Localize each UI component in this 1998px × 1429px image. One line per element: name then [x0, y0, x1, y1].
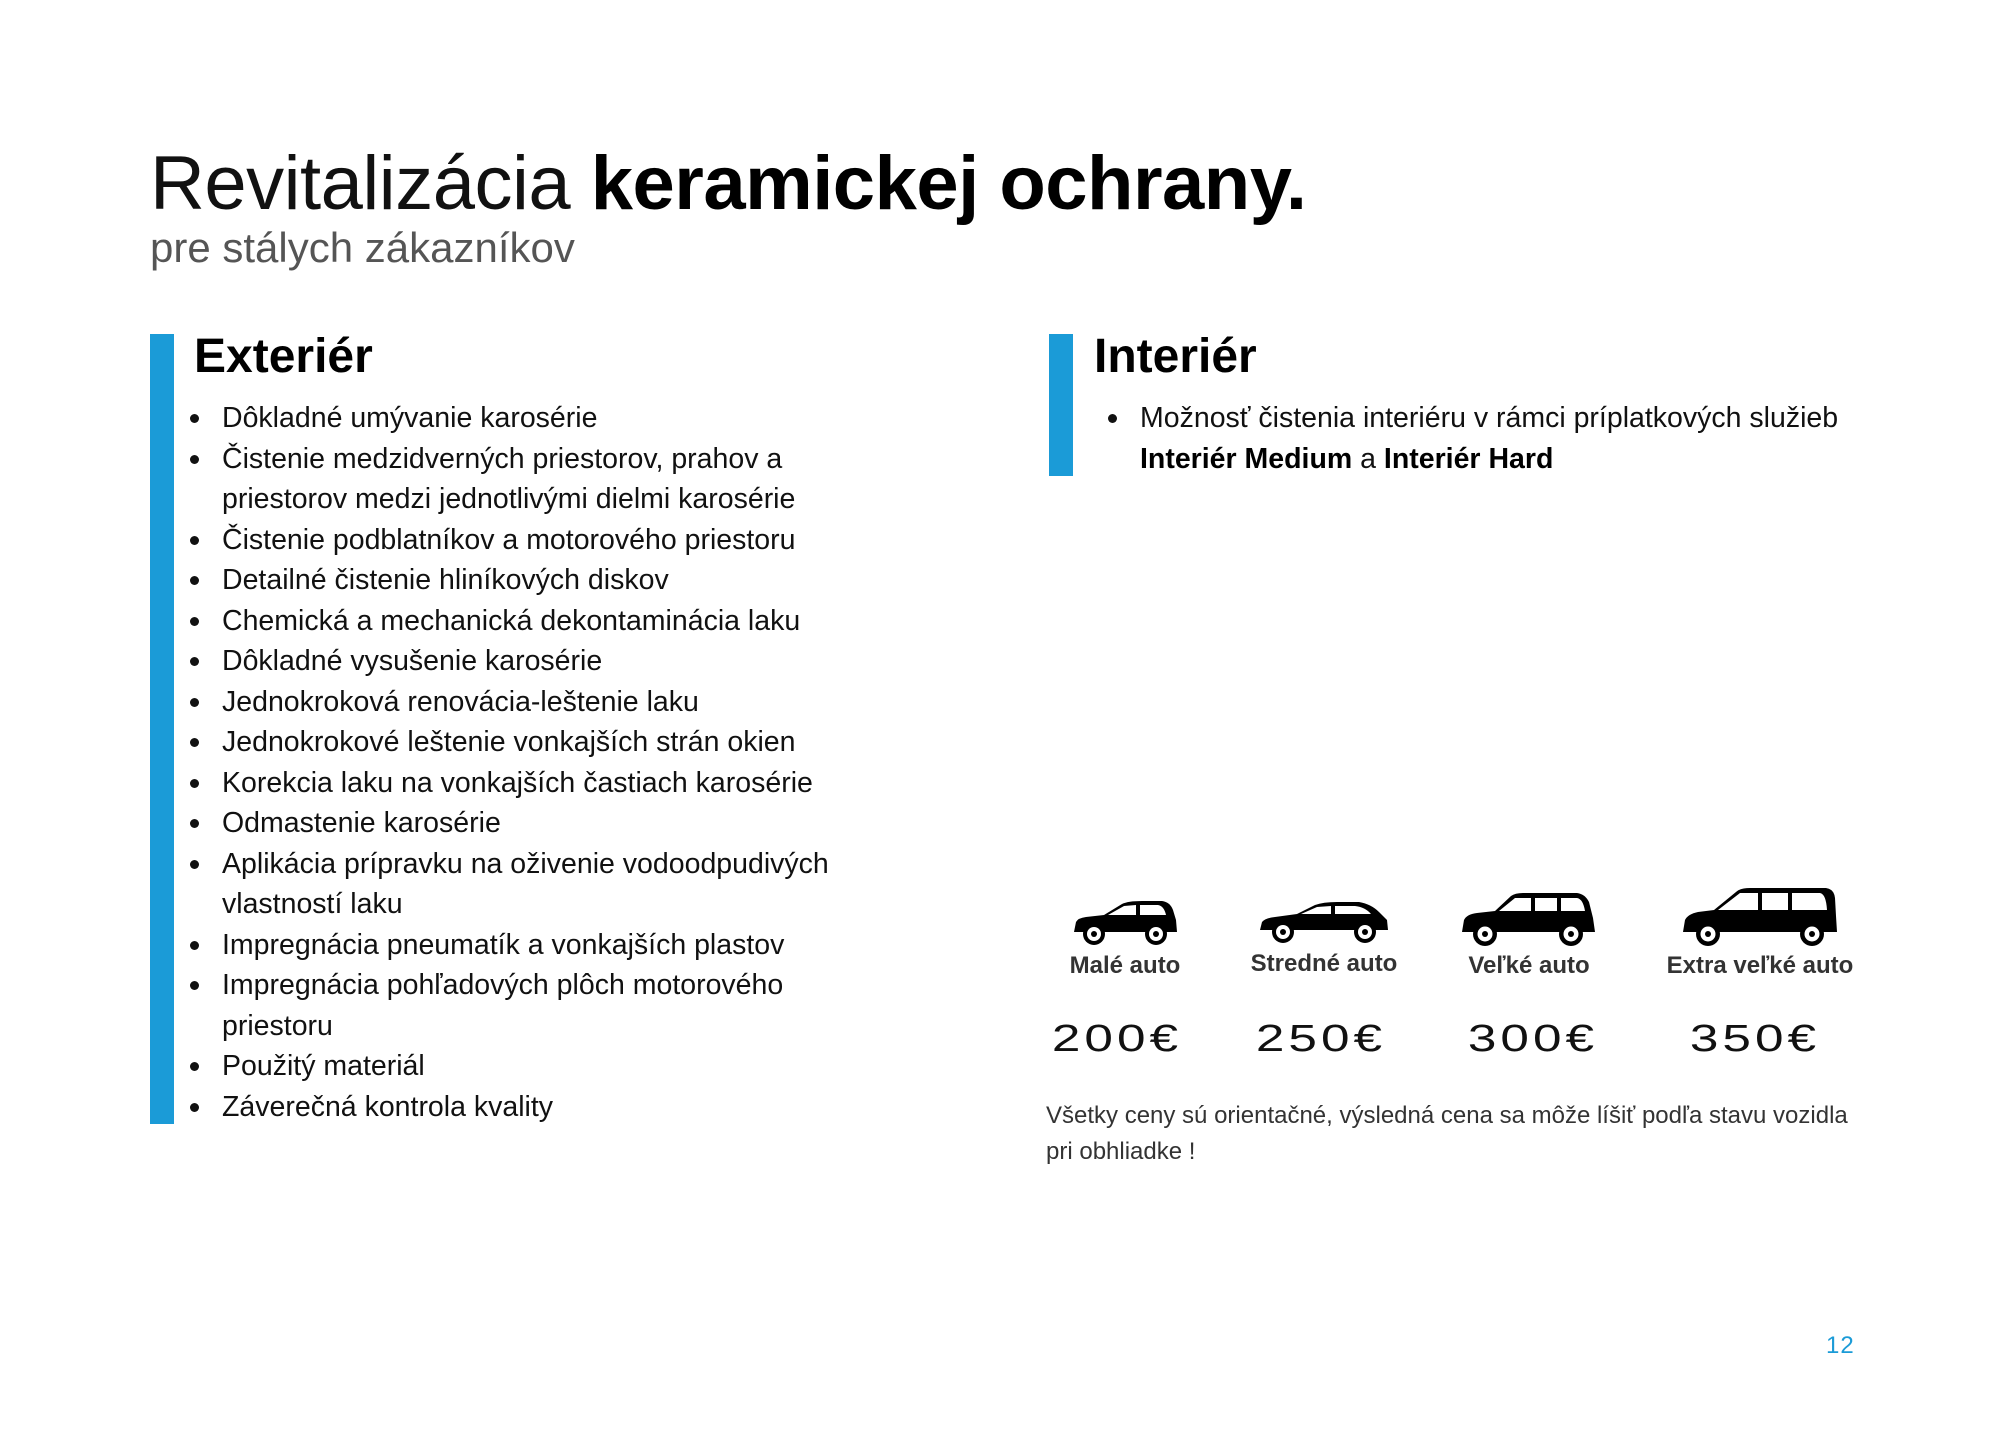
list-item: Použitý materiál — [222, 1046, 902, 1087]
page-title-light: Revitalizácia — [150, 141, 591, 226]
list-item: Impregnácia pneumatík a vonkajších plastov — [222, 925, 902, 966]
interier-medium-label: Interiér Medium — [1140, 442, 1353, 475]
interier-text-mid: a — [1352, 442, 1384, 475]
medium-car-label: Stredné auto — [1250, 950, 1398, 977]
interier-title: Interiér — [1094, 330, 1257, 383]
list-item: Dôkladné umývanie karosérie — [222, 398, 902, 439]
interier-list — [1140, 398, 1840, 479]
large-car-label: Veľké auto — [1468, 952, 1590, 979]
page-number: 12 — [1826, 1332, 1855, 1359]
medium-car-icon — [1257, 896, 1391, 946]
interier-text-before: Možnosť čistenia interiéru v rámci príplatkových služieb — [1140, 402, 1839, 434]
interier-hard-label: Interiér Hard — [1383, 442, 1554, 475]
list-item: Záverečná kontrola kvality — [222, 1087, 902, 1128]
interier-accent-bar — [1049, 334, 1073, 476]
list-item: Aplikácia prípravku na oživenie vodoodpudivých vlastností laku — [222, 844, 902, 925]
list-item: Impregnácia pohľadových plôch motorového priestoru — [222, 965, 902, 1046]
list-item: Korekcia laku na vonkajších častiach karosérie — [222, 763, 902, 804]
large-car-icon — [1459, 888, 1599, 948]
list-item: Chemická a mechanická dekontaminácia laku — [222, 601, 902, 642]
medium-car-price: 250€ — [1255, 1018, 1387, 1060]
list-item: Odmastenie karosérie — [222, 803, 902, 844]
list-item: Čistenie medzidverných priestorov, prahov a priestorov medzi jednotlivými dielmi karosérie — [222, 439, 902, 520]
list-item — [1140, 398, 1840, 479]
large-car-card — [1444, 888, 1614, 980]
small-car-price: 200€ — [1051, 1018, 1183, 1060]
pricing-note: Všetky ceny sú orientačné, výsledná cena sa môže líšiť podľa stavu vozidla pri obhliadke ! — [1046, 1102, 1848, 1165]
van-card — [1650, 884, 1870, 980]
small-car-label: Malé auto — [1069, 952, 1181, 979]
list-item: Jednokrokové leštenie vonkajších strán okien — [222, 722, 902, 763]
small-car-card — [1040, 896, 1210, 980]
page-subtitle: pre stálych zákazníkov — [150, 224, 575, 271]
van-price: 350€ — [1689, 1018, 1821, 1060]
list-item: Detailné čistenie hliníkových diskov — [222, 560, 902, 601]
exterier-accent-bar — [150, 334, 174, 1124]
medium-car-card — [1234, 896, 1414, 978]
page-title-bold: keramickej ochrany. — [590, 141, 1307, 226]
list-item: Čistenie podblatníkov a motorového priestoru — [222, 520, 902, 561]
large-car-price: 300€ — [1467, 1018, 1599, 1060]
exterier-title: Exteriér — [194, 330, 373, 383]
page-title — [150, 138, 1306, 230]
exterier-list — [222, 398, 902, 1127]
small-car-icon — [1070, 896, 1180, 948]
van-icon — [1680, 884, 1840, 948]
van-label: Extra veľké auto — [1666, 952, 1854, 979]
list-item: Dôkladné vysušenie karosérie — [222, 641, 902, 682]
list-item: Jednokroková renovácia-leštenie laku — [222, 682, 902, 723]
